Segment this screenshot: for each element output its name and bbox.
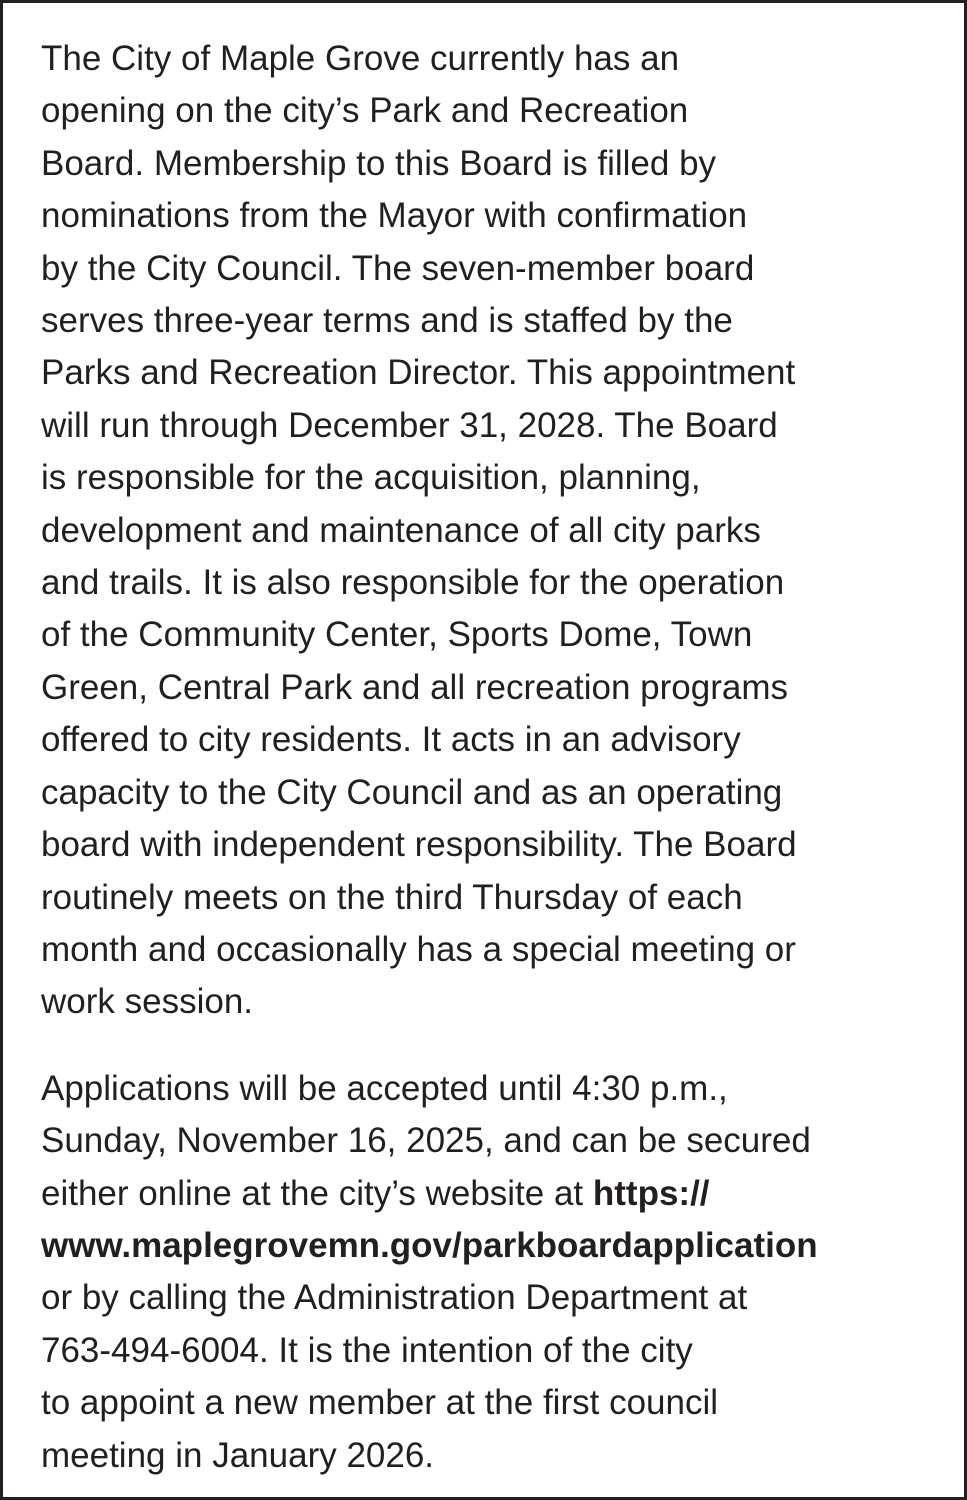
text-line: will run through December 31, 2028. The Board <box>41 405 778 445</box>
phone-line: 763-494-6004. It is the intention of the city <box>41 1330 693 1370</box>
text-line: Applications will be accepted until 4:30 p.m., <box>41 1068 728 1108</box>
text-line: meeting in January 2026. <box>41 1435 435 1475</box>
text-line: routinely meets on the third Thursday of each <box>41 877 743 917</box>
application-url-link-part-2[interactable]: www.maplegrovemn.gov/parkboardapplication <box>41 1225 818 1265</box>
text-line: board with independent responsibility. The Board <box>41 825 797 865</box>
text-line: Parks and Recreation Director. This appointment <box>41 353 796 393</box>
text-line <box>41 1168 944 1220</box>
text-line: development and maintenance of all city parks <box>41 510 761 550</box>
text-line: month and occasionally has a special meeting or <box>41 929 796 969</box>
text-line: Board. Membership to this Board is filled by <box>41 143 717 183</box>
text-line: by the City Council. The seven-member board <box>41 248 755 288</box>
text-line: and trails. It is also responsible for the operation <box>41 563 785 603</box>
text-line: Green, Central Park and all recreation programs <box>41 667 789 707</box>
text-line: Sunday, November 16, 2025, and can be secured <box>41 1121 811 1161</box>
text-line: serves three-year terms and is staffed by the <box>41 301 733 341</box>
text-line: opening on the city’s Park and Recreation <box>41 91 689 131</box>
notice-paragraph-1 <box>41 33 944 1029</box>
text-line: or by calling the Administration Department at <box>41 1278 748 1318</box>
text-line: capacity to the City Council and as an operating <box>41 772 783 812</box>
text-line: is responsible for the acquisition, planning, <box>41 458 701 498</box>
text-line: to appoint a new member at the first council <box>41 1383 719 1423</box>
paragraph-spacer <box>41 1029 944 1063</box>
notice-paragraph-2 <box>41 1063 944 1482</box>
application-url-link-part-1[interactable]: https:// <box>592 1173 710 1213</box>
text-line: The City of Maple Grove currently has an <box>41 39 680 78</box>
text-line: work session. <box>41 982 254 1022</box>
text-line: offered to city residents. It acts in an advisory <box>41 720 741 760</box>
text-line: nominations from the Mayor with confirmation <box>41 196 748 236</box>
website-intro-text: either online at the city’s website at <box>41 1173 593 1213</box>
text-line: of the Community Center, Sports Dome, Town <box>41 615 753 655</box>
